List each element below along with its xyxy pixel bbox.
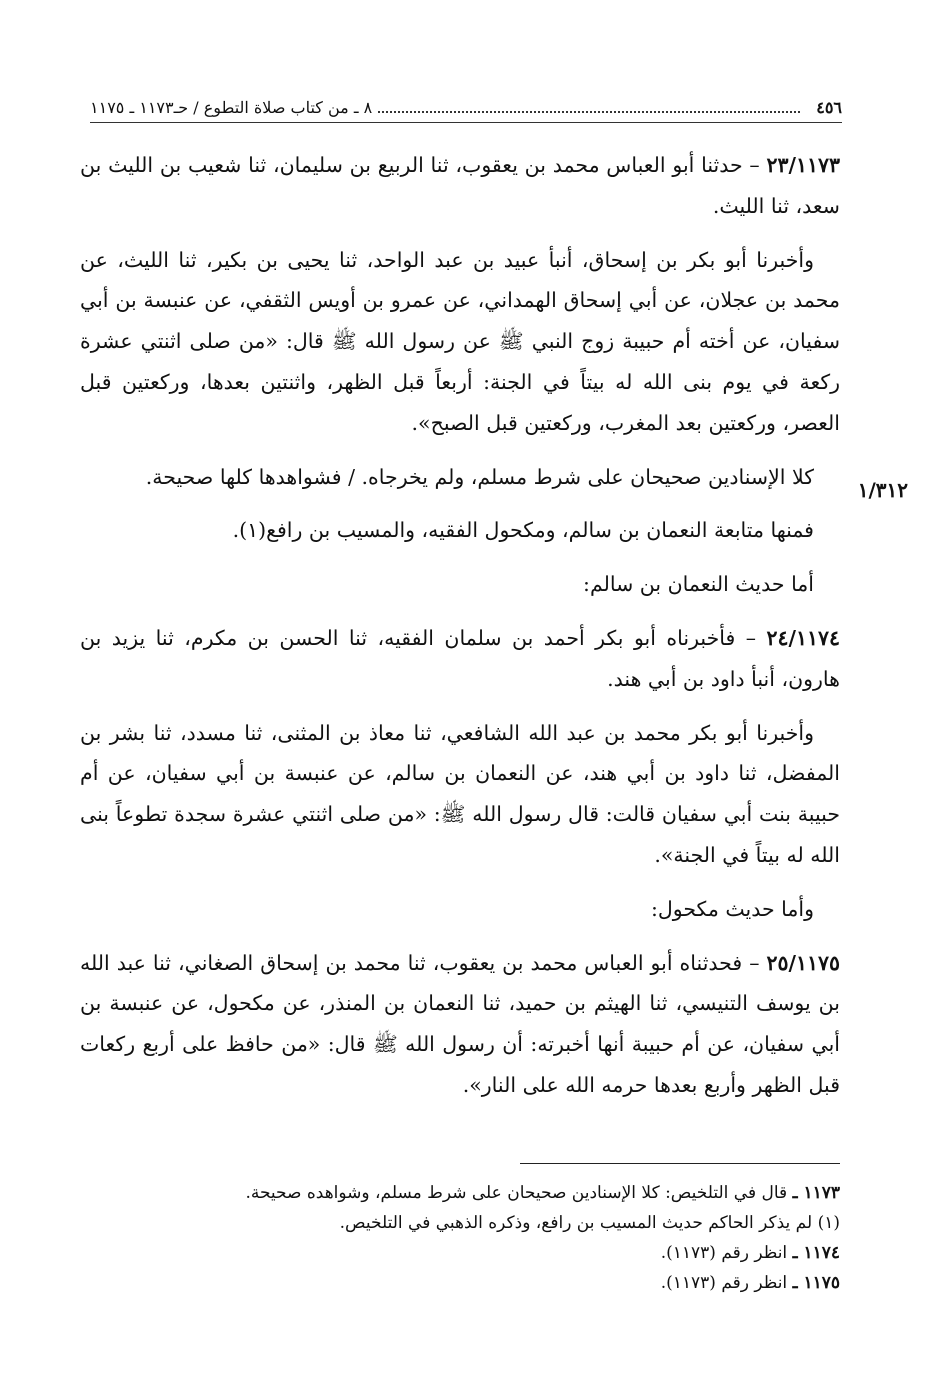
paragraph-hadith-1175 xyxy=(80,943,840,1106)
paragraph-hadith-1174 xyxy=(80,618,840,700)
footnote-text: لم يذكر الحاكم حديث المسيب بن رافع، وذكره الذهبي في التلخيص. xyxy=(339,1213,818,1233)
footnote-number: ١١٧٣ ـ xyxy=(792,1183,840,1203)
paragraph-text: أما حديث النعمان بن سالم: xyxy=(583,572,814,597)
footnote xyxy=(140,1208,840,1238)
paragraph-text: فمنها متابعة النعمان بن سالم، ومكحول الفقيه، والمسيب بن رافع(١). xyxy=(232,518,814,543)
hadith-number: ٢٣/١١٧٣ xyxy=(766,153,840,177)
paragraph xyxy=(80,510,840,551)
footnote-text: قال في التلخيص: كلا الإسنادين صحيحان على شرط مسلم، وشواهده صحيحة. xyxy=(245,1183,793,1203)
header-leader-dots xyxy=(378,101,800,113)
footnote-number: ١١٧٥ ـ xyxy=(792,1273,840,1293)
footnote-text: انظر رقم (١١٧٣). xyxy=(660,1273,793,1293)
paragraph xyxy=(80,564,840,605)
page-header xyxy=(90,92,842,123)
footnotes xyxy=(140,1178,840,1298)
hadith-number: ٢٤/١١٧٤ xyxy=(766,625,840,650)
footnote-divider xyxy=(520,1163,840,1164)
footnote-text: انظر رقم (١١٧٣). xyxy=(660,1243,793,1263)
paragraph xyxy=(80,889,840,930)
paragraph-text: – فحدثناه أبو العباس محمد بن يعقوب، ثنا محمد بن إسحاق الصغاني، ثنا عبد الله بن يوسف التنيسي، ثنا الهيثم بن حميد، ثنا النعمان بن المنذر، عن مكحول، عن عنبسة بن أبي سفيان، عن أم حبيبة أنها أخبرته: أن رسول الله ﷺ قال: «من حافظ على أربع ركعات قبل الظهر وأربع بعدها حرمه الله على النار». xyxy=(80,950,840,1097)
paragraph xyxy=(80,240,840,444)
footnote-number: ١١٧٤ ـ xyxy=(792,1243,840,1263)
margin-reference: ١/٣١٢ xyxy=(857,478,908,502)
footnote xyxy=(140,1268,840,1298)
hadith-number: ٢٥/١١٧٥ xyxy=(766,950,840,975)
paragraph-text: وأما حديث مكحول: xyxy=(650,896,814,921)
paragraph-text: وأخبرنا أبو بكر محمد بن عبد الله الشافعي، ثنا معاذ بن المثنى، ثنا مسدد، ثنا بشر بن المفضل، ثنا داود بن أبي هند، عن النعمان بن سالم، عن عنبسة بن أبي سفيان، عن أم حبيبة بنت أبي سفيان قالت: قال رسول الله ﷺ: «من صلى اثنتي عشرة سجدة تطوعاً بنى الله له بيتاً في الجنة». xyxy=(80,720,840,867)
paragraph-text: كلا الإسنادين صحيحان على شرط مسلم، ولم يخرجاه. / فشواهدها كلها صحيحة. xyxy=(145,464,814,489)
paragraph xyxy=(80,713,840,876)
paragraph xyxy=(80,457,840,498)
paragraph-text: – فأخبرناه أبو بكر أحمد بن سلمان الفقيه، ثنا الحسن بن مكرم، ثنا يزيد بن هارون، أنبأ داود بن أبي هند. xyxy=(80,625,840,691)
page-number: ٤٥٦ xyxy=(816,97,842,117)
footnote-number: (١) xyxy=(817,1213,840,1233)
main-text xyxy=(80,145,840,1119)
footnote xyxy=(140,1238,840,1268)
footnote xyxy=(140,1178,840,1208)
paragraph-text: – حدثنا أبو العباس محمد بن يعقوب، ثنا الربيع بن سليمان، ثنا شعيب بن الليث بن سعد، ثنا الليث. xyxy=(80,153,840,218)
paragraph-text: وأخبرنا أبو بكر بن إسحاق، أنبأ عبيد بن عبد الواحد، ثنا يحيى بن بكير، ثنا الليث، عن محمد بن عجلان، عن أبي إسحاق الهمداني، عن عمرو بن أويس الثقفي، عن عنبسة بن أبي سفيان، عن أخته أم حبيبة زوج النبي ﷺ عن رسول الله ﷺ قال: «من صلى اثنتي عشرة ركعة في يوم بنى الله له بيتاً في الجنة: أربعاً قبل الظهر، واثنتين بعدها، وركعتين قبل العصر، وركعتين بعد المغرب، وركعتين قبل الصبح». xyxy=(80,247,840,435)
running-title: ٨ ـ من كتاب صلاة التطوع / حـ١١٧٣ ـ ١١٧٥ xyxy=(90,97,373,117)
paragraph-hadith-1173 xyxy=(80,145,840,227)
